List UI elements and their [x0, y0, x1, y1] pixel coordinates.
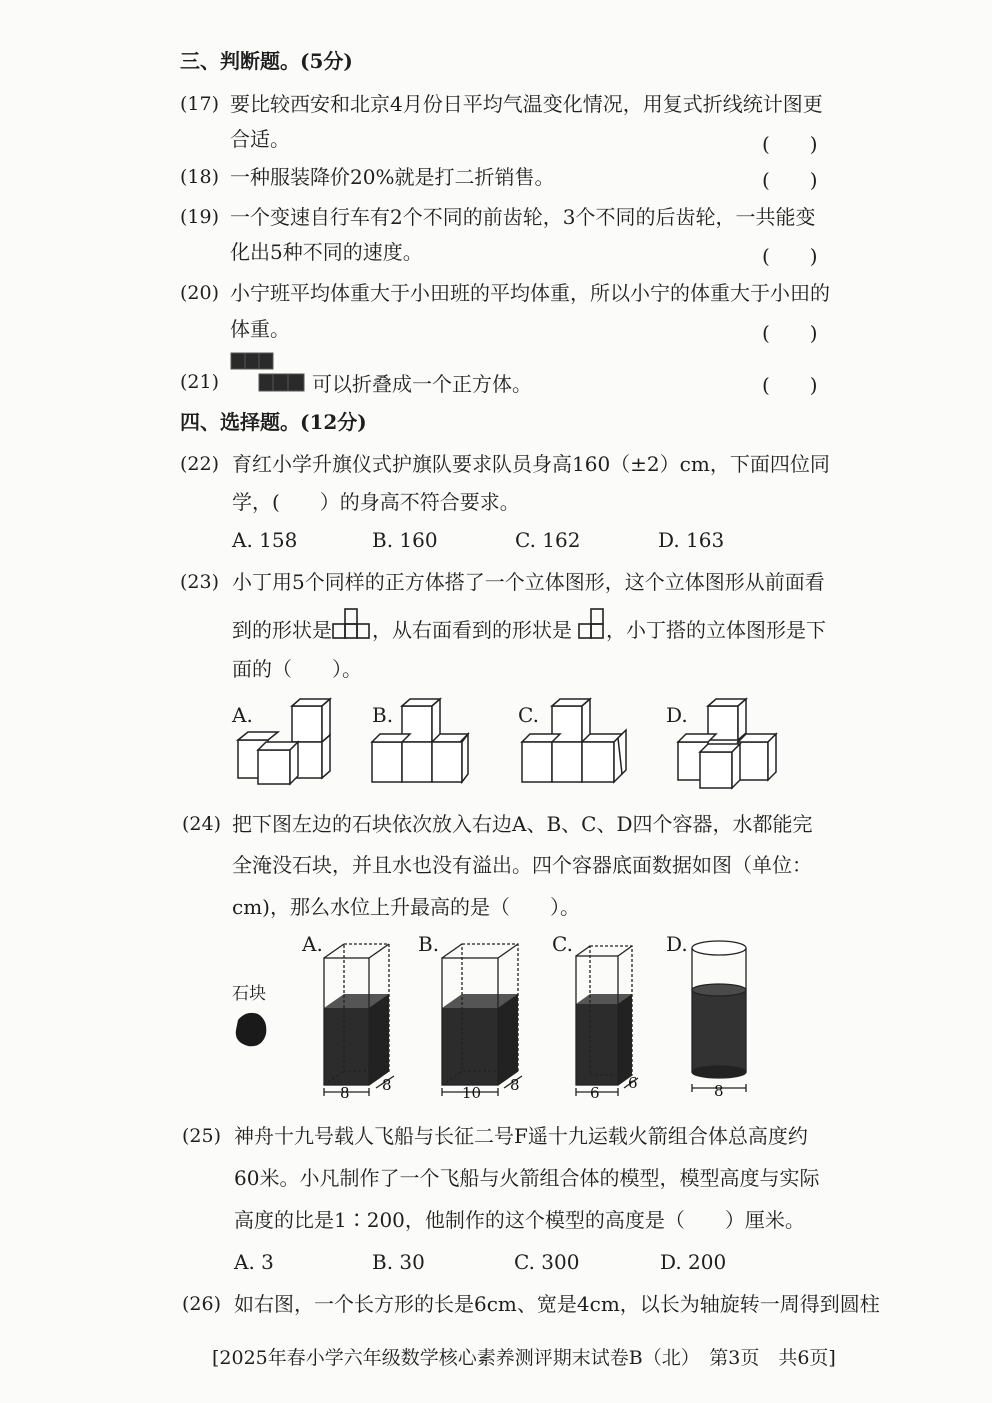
q22-line1: 育红小学升旗仪式护旗队要求队员身高160（±2）cm，下面四位同: [232, 452, 830, 476]
q22-option-a[interactable]: A. 158: [232, 528, 298, 552]
front-view-shape: [332, 608, 372, 640]
container-a-depth-label: 8: [382, 1076, 392, 1094]
cube-net-figure: [230, 352, 308, 394]
container-a-figure[interactable]: [318, 938, 408, 1104]
q23-line2b: ，从右面看到的形状是: [372, 618, 572, 642]
q23-option-a-figure[interactable]: [232, 696, 332, 788]
page-footer: [2025年春小学六年级数学核心素养测评期末试卷B（北） 第3页 共6页]: [212, 1347, 836, 1369]
q24-line2: 全淹没石块，并且水也没有溢出。四个容器底面数据如图（单位：: [232, 853, 812, 877]
q20-number: (20): [180, 282, 220, 304]
container-b-base-label: 10: [462, 1084, 482, 1102]
q24-number: (24): [182, 813, 222, 835]
q21-number: (21): [180, 371, 220, 393]
q22-option-b[interactable]: B. 160: [372, 528, 438, 552]
q23-line2a: 到的形状是: [232, 618, 332, 642]
q22-line2: 学，( ）的身高不符合要求。: [232, 490, 520, 514]
q26-number: (26): [182, 1293, 222, 1315]
q23-option-b-figure[interactable]: [368, 696, 472, 788]
q17-answer-paren[interactable]: ( ): [762, 132, 818, 156]
q21-answer-paren[interactable]: ( ): [762, 373, 818, 397]
stone-figure: [232, 1010, 272, 1050]
container-d-figure[interactable]: [684, 936, 756, 1104]
q25-option-b[interactable]: B. 30: [372, 1250, 425, 1274]
right-view-shape: [578, 608, 608, 640]
q19-number: (19): [180, 206, 220, 228]
q18-number: (18): [180, 166, 220, 188]
container-c-base-label: 6: [590, 1084, 600, 1102]
q24-line3: cm)，那么水位上升最高的是（ ）。: [232, 895, 580, 919]
q23-label-c[interactable]: C.: [518, 703, 539, 727]
q25-line2: 60米。小凡制作了一个飞船与火箭组合体的模型，模型高度与实际: [234, 1166, 820, 1190]
q25-option-a[interactable]: A. 3: [234, 1250, 274, 1274]
container-c-label[interactable]: C.: [552, 932, 573, 956]
q22-number: (22): [180, 453, 220, 475]
container-c-figure[interactable]: [570, 938, 646, 1104]
q23-line1: 小丁用5个同样的正方体搭了一个立体图形，这个立体图形从前面看: [232, 570, 825, 594]
q17-number: (17): [180, 93, 220, 115]
q25-line3: 高度的比是1∶200，他制作的这个模型的高度是（ ）厘米。: [234, 1208, 805, 1232]
stone-label: 石块: [232, 984, 266, 1004]
q19-line1: 一个变速自行车有2个不同的前齿轮，3个不同的后齿轮，一共能变: [230, 205, 816, 229]
container-b-figure[interactable]: [436, 938, 532, 1104]
section-3-title: 三、判断题。(5分): [180, 49, 353, 73]
q18-answer-paren[interactable]: ( ): [762, 168, 818, 192]
q23-label-a[interactable]: A.: [232, 703, 253, 727]
q23-number: (23): [180, 571, 220, 593]
container-b-label[interactable]: B.: [418, 932, 440, 956]
q19-line2: 化出5种不同的速度。: [230, 240, 423, 264]
container-a-label[interactable]: A.: [302, 932, 323, 956]
q21-text: 可以折叠成一个正方体。: [312, 372, 532, 396]
q20-line1: 小宁班平均体重大于小田班的平均体重，所以小宁的体重大于小田的: [230, 281, 830, 305]
q23-line2c: ，小丁搭的立体图形是下: [606, 618, 826, 642]
container-d-base-label: 8: [714, 1082, 724, 1100]
container-d-label[interactable]: D.: [666, 932, 688, 956]
section-4-title: 四、选择题。(12分): [180, 410, 367, 434]
q23-label-b[interactable]: B.: [372, 703, 394, 727]
q20-answer-paren[interactable]: ( ): [762, 321, 818, 345]
q25-option-c[interactable]: C. 300: [514, 1250, 580, 1274]
container-a-base-label: 8: [340, 1084, 350, 1102]
q22-option-c[interactable]: C. 162: [515, 528, 581, 552]
q25-option-d[interactable]: D. 200: [660, 1250, 727, 1274]
q23-label-d[interactable]: D.: [666, 703, 688, 727]
q25-line1: 神舟十九号载人飞船与长征二号F遥十九运载火箭组合体总高度约: [234, 1124, 808, 1148]
q25-number: (25): [182, 1125, 222, 1147]
q17-line1: 要比较西安和北京4月份日平均气温变化情况，用复式折线统计图更: [230, 92, 823, 116]
q20-line2: 体重。: [230, 317, 290, 341]
q22-option-d[interactable]: D. 163: [658, 528, 725, 552]
q23-line3: 面的（ ）。: [232, 657, 362, 681]
container-c-depth-label: 6: [628, 1074, 638, 1092]
q18-line1: 一种服装降价20%就是打二折销售。: [230, 165, 555, 189]
q17-line2: 合适。: [230, 127, 290, 151]
q19-answer-paren[interactable]: ( ): [762, 244, 818, 268]
q24-line1: 把下图左边的石块依次放入右边A、B、C、D四个容器，水都能完: [232, 812, 813, 836]
q23-option-c-figure[interactable]: [518, 696, 630, 788]
q26-line1: 如右图，一个长方形的长是6cm、宽是4cm，以长为轴旋转一周得到圆柱: [234, 1292, 880, 1316]
q23-option-d-figure[interactable]: [674, 696, 782, 796]
container-b-depth-label: 8: [510, 1076, 520, 1094]
